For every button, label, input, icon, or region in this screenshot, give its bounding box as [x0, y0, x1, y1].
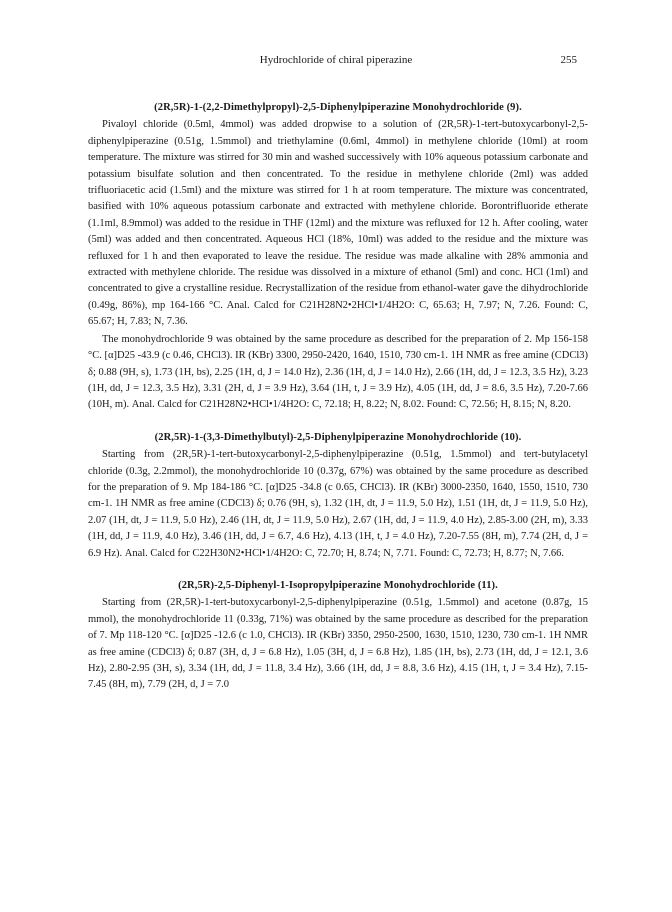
running-title: Hydrochloride of chiral piperazine	[259, 54, 413, 66]
section-heading: (2R,5R)-1-(2,2-Dimethylpropyl)-2,5-Diphenylpiperazine Monohydrochloride (9).	[154, 102, 522, 113]
paragraph: Starting from (2R,5R)-1-tert-butoxycarbonyl-2,5-diphenylpiperazine (0.51g, 1.5mmol) and acetone (0.87g, 15 mmol), the monohydrochloride 11 (0.33g, 71%) was obtained by the same procedure as described for the preparation of 7. Mp 118-120 °C. [α]D25 -12.6 (c 1.0, CHCl3). IR (KBr) 3350, 2950-2500, 1630, 1510, 1230, 730 cm-1. 1H NMR as free amine (CDCl3) δ; 0.87 (3H, d, J = 6.8 Hz), 1.05 (3H, d, J = 6.8 Hz), 1.85 (1H, bs), 2.73 (1H, dd, J = 12.1, 3.6 Hz), 2.80-2.95 (3H, s), 3.34 (1H, dd, J = 11.8, 3.4 Hz), 3.66 (1H, dd, J = 8.8, 3.6 Hz), 4.15 (1H, t, J = 3.4 Hz), 7.15-7.45 (8H, m), 7.79 (2H, d, J = 7.0	[88, 597, 588, 691]
paragraph: Starting from (2R,5R)-1-tert-butoxycarbonyl-2,5-diphenylpiperazine (0.51g, 1.5mmol) and tert-butylacetyl chloride (0.3g, 2.2mmol), the monohydrochloride 10 (0.37g, 67%) was obtained by the same procedure as described for the preparation of 9. Mp 184-186 °C. [α]D25 -34.8 (c 0.65, CHCl3). IR (KBr) 3000-2350, 1640, 1550, 1510, 730 cm-1. 1H NMR as free amine (CDCl3) δ; 0.76 (9H, s), 1.32 (1H, dt, J = 11.9, 5.0 Hz), 1.51 (1H, dt, J = 11.9, 5.0 Hz), 2.07 (1H, dt, J = 11.9, 5.0 Hz), 2.46 (1H, dt, J = 11.9, 5.0 Hz), 2.67 (1H, dd, J = 11.9, 4.0 Hz), 2.85-3.00 (2H, m), 3.33 (1H, dd, J = 11.9, 4.0 Hz), 3.46 (1H, dd, J = 6.7, 4.6 Hz), 4.13 (1H, t, J = 4.0 Hz), 7.20-7.55 (8H, m), 7.74 (2H, d, J = 6.9 Hz). Anal. Calcd for C22H30N2•HCl•1/4H2O: C, 72.70; H, 8.74; N, 7.71. Found: C, 72.73; H, 8.77; N, 7.66.	[88, 449, 588, 559]
paragraph: The monohydrochloride 9 was obtained by the same procedure as described for the preparation of 2. Mp 156-158 °C. [α]D25 -43.9 (c 0.46, CHCl3). IR (KBr) 3300, 2950-2420, 1640, 1510, 730 cm-1. 1H NMR as free amine (CDCl3) δ; 0.88 (9H, s), 1.73 (1H, bs), 2.25 (1H, d, J = 14.0 Hz), 2.36 (1H, d, J = 14.0 Hz), 2.66 (1H, dd, J = 12.3, 3.5 Hz), 3.23 (1H, dd, J = 12.3, 3.5 Hz), 3.31 (2H, d, J = 3.9 Hz), 3.64 (1H, t, J = 3.9 Hz), 4.05 (1H, dd, J = 8.6, 3.5 Hz), 7.20-7.66 (10H, m). Anal. Calcd for C21H28N2•HCl•1/4H2O: C, 72.18; H, 8.22; N, 8.02. Found: C, 72.56; H, 8.15; N, 8.20.	[88, 333, 588, 411]
body-text	[88, 100, 588, 694]
running-header	[0, 54, 672, 70]
paragraph: Pivaloyl chloride (0.5ml, 4mmol) was added dropwise to a solution of (2R,5R)-1-tert-butoxycarbonyl-2,5-diphenylpiperazine (0.51g, 1.5mmol) and triethylamine (0.6ml, 4mmol) in methylene chloride (10ml) at room temperature. The mixture was stirred for 30 min and washed successively with 10% aqueous potassium carbonate and potassium bisulfate solution and then concentrated. To the residue in methylene chloride (2ml) was added trifluoriacetic acid (1.5ml) and the mixture was stirred for 1 h at room temperature. The mixture was concentrated, basified with 10% aqueous potassium carbonate and extracted with methylene chloride. Borontrifluoride etherate (1.1ml, 8.9mmol) was added to the residue in THF (12ml) and the mixture was refluxed for 12 h. After cooling, water (5ml) was added and then concentrated. Aqueous HCl (18%, 10ml) was added to the residue and the mixture was refluxed for 1 h and then evaporated to leave the residue. The residue was made alkaline with 28% ammonia and extracted with methylene chloride. The residue was dissolved in a mixture of ethanol (5ml) and conc. HCl (1ml) and concentrated to give a crystalline residue. Recrystallization of the residue from ethanol-water gave the dihydrochloride (0.49g, 86%), mp 164-166 °C. Anal. Calcd for C21H28N2•2HCl•1/4H2O: C, 65.63; H, 7.97; N, 7.26. Found: C, 65.67; H, 7.83; N, 7.36.	[88, 119, 588, 328]
page-number: 255	[560, 54, 577, 66]
section-heading: (2R,5R)-2,5-Diphenyl-1-Isopropylpiperazine Monohydrochloride (11).	[178, 579, 498, 591]
section-heading: (2R,5R)-1-(3,3-Dimethylbutyl)-2,5-Diphenylpiperazine Monohydrochloride (10).	[154, 431, 522, 443]
